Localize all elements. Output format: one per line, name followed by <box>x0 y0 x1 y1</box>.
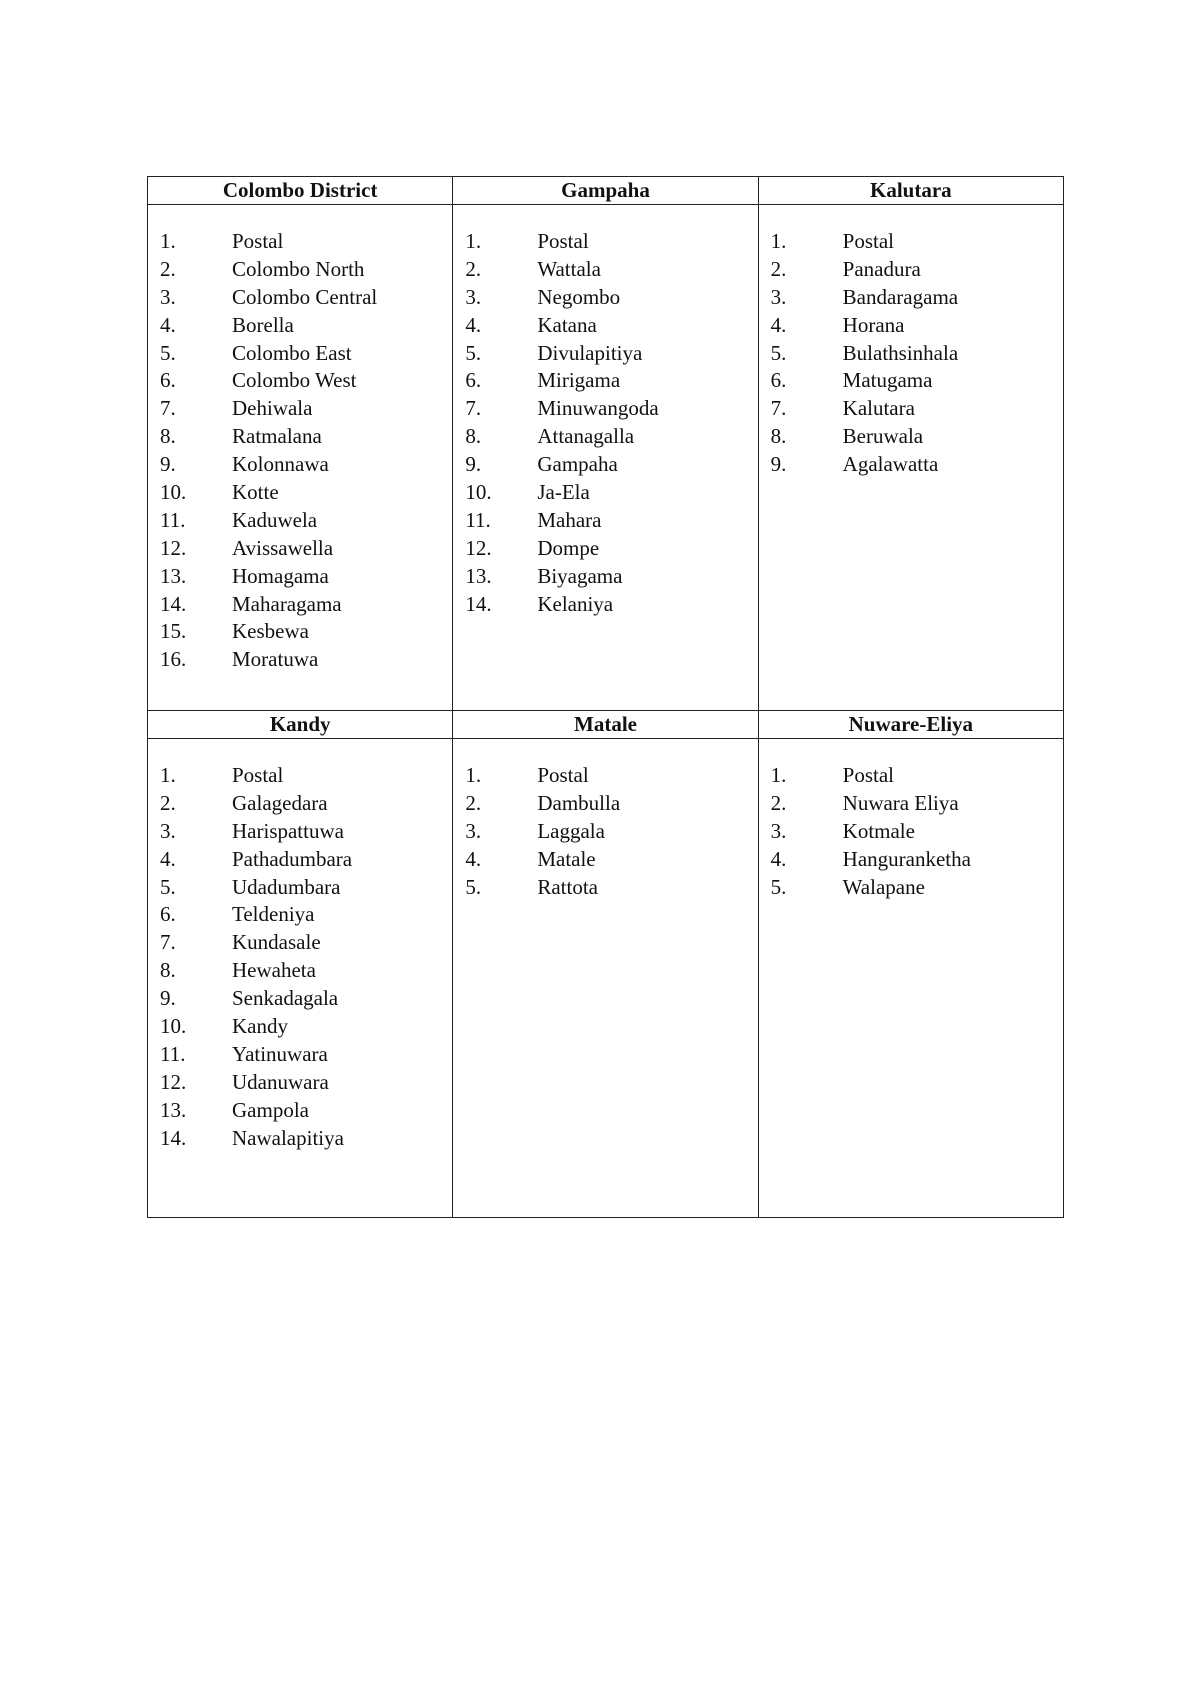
list-item <box>771 818 1063 846</box>
item-number: 2. <box>160 256 176 281</box>
list-item <box>771 284 1063 312</box>
item-number: 13. <box>160 563 187 588</box>
item-number: 4. <box>770 846 787 871</box>
item-label: Dambulla <box>537 790 621 815</box>
item-label: Matugama <box>842 368 933 393</box>
item-number: 9. <box>160 452 176 477</box>
item-label: Borella <box>232 312 294 337</box>
item-number: 5. <box>465 340 482 365</box>
list-item <box>465 846 757 874</box>
list-item <box>465 340 757 368</box>
list-item <box>160 985 452 1013</box>
list-item <box>160 340 452 368</box>
item-number: 14. <box>160 1125 187 1150</box>
item-label: Matale <box>537 846 596 871</box>
item-label: Agalawatta <box>842 452 939 477</box>
item-label: Kotmale <box>842 818 915 843</box>
item-number: 2. <box>770 256 787 281</box>
item-label: Rattota <box>537 874 598 899</box>
item-label: Gampola <box>232 1097 309 1122</box>
item-label: Postal <box>842 229 894 253</box>
item-number: 10. <box>465 480 492 505</box>
item-number: 9. <box>465 452 482 477</box>
item-number: 7. <box>770 396 787 421</box>
item-number: 1. <box>160 229 176 253</box>
item-label: Udanuwara <box>232 1069 329 1094</box>
item-label: Ja-Ela <box>537 480 590 505</box>
item-number: 8. <box>160 424 176 449</box>
item-label: Nawalapitiya <box>232 1125 344 1150</box>
list-item <box>771 790 1063 818</box>
item-number: 3. <box>160 284 176 309</box>
list-item <box>160 929 452 957</box>
item-label: Kesbewa <box>232 619 309 644</box>
list-item <box>771 228 1063 256</box>
item-number: 7. <box>160 396 176 421</box>
division-list <box>453 739 757 901</box>
division-list <box>759 739 1063 901</box>
division-list <box>148 205 452 674</box>
item-label: Negombo <box>537 284 621 309</box>
list-item <box>465 874 757 902</box>
list-item <box>771 340 1063 368</box>
item-label: Laggala <box>537 818 605 843</box>
list-item <box>160 395 452 423</box>
list-item <box>465 591 757 619</box>
list-item <box>160 1125 452 1153</box>
list-item <box>160 874 452 902</box>
item-number: 1. <box>465 229 482 253</box>
list-item <box>465 228 757 256</box>
item-label: Colombo West <box>232 368 357 393</box>
district-header: Nuware-Eliya <box>758 711 1063 739</box>
list-item <box>160 762 452 790</box>
list-item <box>160 790 452 818</box>
item-number: 2. <box>770 790 787 815</box>
division-list <box>148 739 452 1152</box>
item-label: Colombo North <box>232 256 365 281</box>
item-number: 2. <box>465 790 482 815</box>
item-number: 5. <box>160 340 176 365</box>
item-label: Mirigama <box>537 368 621 393</box>
list-item <box>160 1041 452 1069</box>
item-number: 3. <box>465 818 482 843</box>
list-item <box>465 507 757 535</box>
district-header: Gampaha <box>453 177 758 205</box>
item-label: Kundasale <box>232 930 321 955</box>
list-item <box>160 591 452 619</box>
list-item <box>465 395 757 423</box>
list-item <box>160 818 452 846</box>
header-row-1 <box>148 177 1064 205</box>
item-label: Panadura <box>842 256 921 281</box>
item-label: Minuwangoda <box>537 396 659 421</box>
list-item <box>465 762 757 790</box>
item-label: Dompe <box>537 535 600 560</box>
item-number: 10. <box>160 1014 187 1039</box>
list-item <box>465 563 757 591</box>
item-number: 11. <box>160 507 186 532</box>
item-number: 4. <box>465 312 482 337</box>
item-label: Divulapitiya <box>537 340 643 365</box>
item-label: Kolonnawa <box>232 452 329 477</box>
item-number: 11. <box>160 1041 186 1066</box>
item-number: 4. <box>465 846 482 871</box>
item-label: Kalutara <box>842 396 915 421</box>
item-number: 14. <box>465 591 492 616</box>
item-label: Wattala <box>537 256 601 281</box>
list-item <box>465 284 757 312</box>
item-label: Postal <box>232 763 284 787</box>
list-item <box>160 901 452 929</box>
item-number: 3. <box>770 284 787 309</box>
list-item <box>160 256 452 284</box>
districts-table <box>147 176 1064 1218</box>
item-number: 6. <box>770 368 787 393</box>
district-header: Matale <box>453 711 758 739</box>
item-number: 6. <box>465 368 482 393</box>
item-number: 12. <box>160 1069 187 1094</box>
list-item <box>160 846 452 874</box>
list-item <box>465 479 757 507</box>
item-label: Maharagama <box>232 591 342 616</box>
list-item <box>465 256 757 284</box>
item-number: 13. <box>465 563 492 588</box>
item-number: 3. <box>465 284 482 309</box>
list-item <box>771 312 1063 340</box>
header-row-2 <box>148 711 1064 739</box>
list-item <box>771 451 1063 479</box>
item-label: Avissawella <box>232 535 334 560</box>
list-item <box>771 367 1063 395</box>
list-item <box>160 423 452 451</box>
item-label: Harispattuwa <box>232 818 344 843</box>
division-list <box>759 205 1063 479</box>
list-item <box>465 312 757 340</box>
list-item <box>160 451 452 479</box>
list-item <box>771 874 1063 902</box>
item-number: 6. <box>160 368 176 393</box>
list-item <box>771 395 1063 423</box>
item-number: 4. <box>160 312 176 337</box>
item-number: 14. <box>160 591 187 616</box>
district-header: Kandy <box>148 711 453 739</box>
list-item <box>465 451 757 479</box>
item-label: Postal <box>842 763 894 787</box>
list-item <box>160 618 452 646</box>
item-label: Postal <box>537 763 589 787</box>
item-label: Bandaragama <box>842 284 959 309</box>
list-item <box>465 367 757 395</box>
list-item <box>160 367 452 395</box>
item-label: Kaduwela <box>232 507 318 532</box>
body-row-2 <box>148 739 1064 1218</box>
item-label: Kandy <box>232 1014 288 1039</box>
item-label: Walapane <box>842 874 925 899</box>
district-cell <box>453 739 758 1218</box>
item-number: 2. <box>160 790 176 815</box>
division-list <box>453 205 757 618</box>
item-number: 6. <box>160 902 176 927</box>
list-item <box>771 762 1063 790</box>
item-label: Bulathsinhala <box>842 340 959 365</box>
list-item <box>160 1013 452 1041</box>
item-number: 10. <box>160 480 187 505</box>
item-label: Homagama <box>232 563 329 588</box>
item-number: 9. <box>160 986 176 1011</box>
item-label: Kelaniya <box>537 591 614 616</box>
item-number: 1. <box>770 763 787 787</box>
item-label: Attanagalla <box>537 424 635 449</box>
list-item <box>465 790 757 818</box>
item-label: Pathadumbara <box>232 846 353 871</box>
item-number: 4. <box>770 312 787 337</box>
item-number: 12. <box>465 535 492 560</box>
item-label: Hanguranketha <box>842 846 971 871</box>
item-label: Nuwara Eliya <box>842 790 959 815</box>
list-item <box>160 957 452 985</box>
item-number: 1. <box>770 229 787 253</box>
item-label: Udadumbara <box>232 874 341 899</box>
district-cell <box>453 205 758 711</box>
item-number: 5. <box>770 874 787 899</box>
list-item <box>160 284 452 312</box>
item-number: 7. <box>160 930 176 955</box>
district-header: Colombo District <box>148 177 453 205</box>
item-number: 8. <box>770 424 787 449</box>
item-label: Biyagama <box>537 563 623 588</box>
item-number: 9. <box>770 452 787 477</box>
body-row-1 <box>148 205 1064 711</box>
item-number: 15. <box>160 619 187 644</box>
district-cell <box>758 205 1063 711</box>
item-label: Galagedara <box>232 790 328 815</box>
item-label: Colombo Central <box>232 284 378 309</box>
district-header: Kalutara <box>758 177 1063 205</box>
item-number: 8. <box>160 958 176 983</box>
list-item <box>160 646 452 674</box>
list-item <box>160 563 452 591</box>
item-label: Postal <box>537 229 589 253</box>
district-cell <box>148 205 453 711</box>
list-item <box>160 1097 452 1125</box>
item-number: 11. <box>465 507 491 532</box>
item-label: Moratuwa <box>232 647 319 672</box>
item-label: Dehiwala <box>232 396 313 421</box>
item-label: Gampaha <box>537 452 618 477</box>
item-label: Ratmalana <box>232 424 322 449</box>
item-label: Horana <box>842 312 905 337</box>
list-item <box>160 535 452 563</box>
list-item <box>160 507 452 535</box>
item-label: Mahara <box>537 507 602 532</box>
item-number: 5. <box>465 874 482 899</box>
item-number: 5. <box>160 874 176 899</box>
item-label: Beruwala <box>842 424 924 449</box>
item-number: 8. <box>465 424 482 449</box>
item-label: Colombo East <box>232 340 352 365</box>
list-item <box>160 479 452 507</box>
item-label: Hewaheta <box>232 958 316 983</box>
item-number: 7. <box>465 396 482 421</box>
item-label: Katana <box>537 312 597 337</box>
list-item <box>771 846 1063 874</box>
list-item <box>160 228 452 256</box>
item-label: Postal <box>232 229 284 253</box>
item-number: 16. <box>160 647 187 672</box>
list-item <box>771 256 1063 284</box>
district-cell <box>148 739 453 1218</box>
item-number: 5. <box>770 340 787 365</box>
item-label: Teldeniya <box>232 902 315 927</box>
item-label: Yatinuwara <box>232 1041 328 1066</box>
item-label: Kotte <box>232 480 279 505</box>
item-number: 1. <box>160 763 176 787</box>
list-item <box>771 423 1063 451</box>
item-number: 3. <box>770 818 787 843</box>
list-item <box>160 312 452 340</box>
item-number: 3. <box>160 818 176 843</box>
item-number: 13. <box>160 1097 187 1122</box>
item-label: Senkadagala <box>232 986 339 1011</box>
item-number: 2. <box>465 256 482 281</box>
list-item <box>465 818 757 846</box>
list-item <box>160 1069 452 1097</box>
item-number: 4. <box>160 846 176 871</box>
district-cell <box>758 739 1063 1218</box>
item-number: 12. <box>160 535 187 560</box>
list-item <box>465 535 757 563</box>
list-item <box>465 423 757 451</box>
item-number: 1. <box>465 763 482 787</box>
